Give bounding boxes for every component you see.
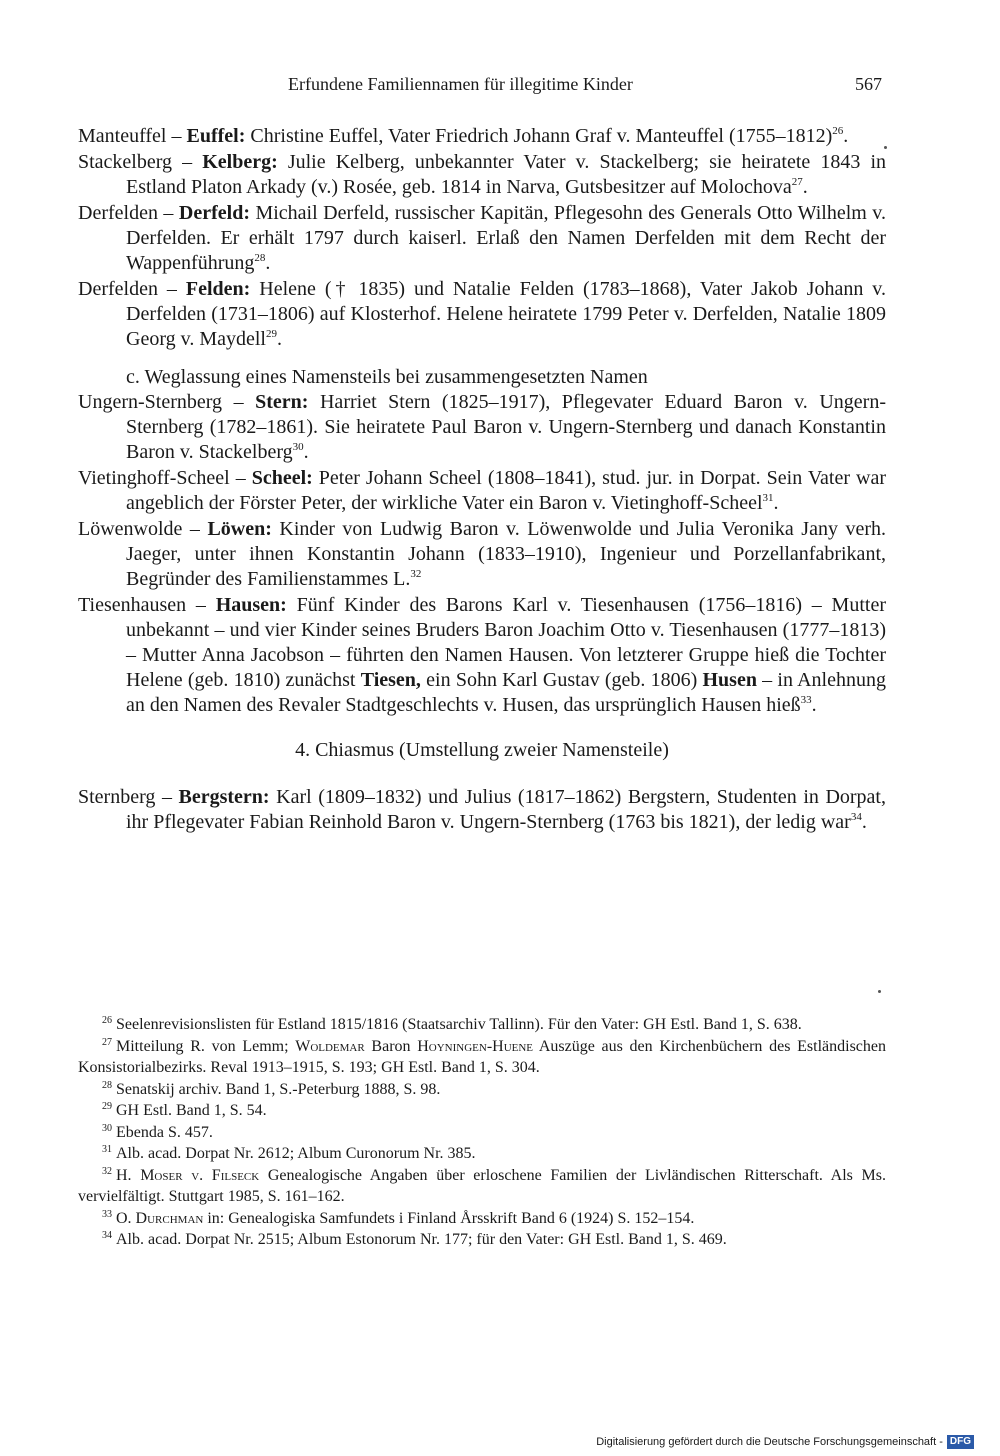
entry-tail: . [843, 125, 849, 147]
footnote-number: 30 [102, 1122, 112, 1134]
footnote-text: GH Estl. Band 1, S. 54. [116, 1102, 267, 1119]
entry-text: Kinder von Ludwig Baron v. Löwenwolde und Julia Veronika Jany verh. Jaeger, unter ihnen Konstantin Johann (1833–1910), Ingenieur und Porzellanfabrikant, Begründer des Familienstammes L. [126, 518, 886, 590]
derived-name: Stern: [255, 391, 309, 413]
page-header [0, 74, 1000, 98]
entry-text: Julie Kelberg, unbekannter Vater v. Stackelberg; sie heiratete 1843 in Estland Platon Arkady (v.) Rosée, geb. 1814 in Narva, Gutsbesitzer auf Molochova [126, 151, 887, 198]
name-entry [78, 466, 886, 516]
entry-text: Harriet Stern (1825–1917), Pflegevater Eduard Baron v. Ungern-Sternberg (1782–1861). Sie heiratete Paul Baron v. Ungern-Sternberg und danach Konstantin Baron v. Stackelberg [126, 391, 886, 463]
section-heading-chiasmus: 4. Chiasmus (Umstellung zweier Namensteile) [295, 739, 669, 761]
original-name: Manteuffel – [78, 125, 187, 147]
footnote-text: Genealogische Angaben über erloschene Familien der Livländischen Ritterschaft. Als Ms. vervielfältigt. Stuttgart 1985, S. 161–162. [78, 1166, 886, 1205]
entry-text: – in Anlehnung an den Namen des Revaler Stadtgeschlechts v. Husen, das ursprünglich Hausen hieß [126, 669, 886, 716]
footnote-ref: 34 [850, 811, 862, 823]
footnote-number: 27 [102, 1036, 112, 1048]
author-name: Hoyningen-Huene [417, 1037, 534, 1055]
footnote [78, 1165, 886, 1208]
author-name: O. Durchman [116, 1209, 204, 1227]
original-name: Derfelden – [78, 202, 179, 224]
author-name: H. Moser v. Filseck [116, 1166, 260, 1184]
entry-text: Christine Euffel, Vater Friedrich Johann Graf v. Manteuffel (1755–1812) [245, 125, 833, 147]
original-name: Löwenwolde – [78, 518, 208, 540]
original-name: Sternberg – [78, 786, 179, 808]
entry-tail: . [861, 811, 867, 833]
scan-speck [884, 146, 887, 149]
name-entry [78, 150, 886, 200]
running-title: Erfundene Familiennamen für illegitime Kinder [288, 74, 633, 94]
footnote-number: 31 [102, 1144, 112, 1155]
footnote-text: Ebenda S. 457. [116, 1123, 213, 1141]
scan-speck [878, 990, 881, 993]
footnote-number: 28 [102, 1079, 112, 1091]
footnote [78, 1143, 886, 1165]
entry-tail: . [773, 492, 779, 514]
footnote-text: in: Genealogiska Samfundets i Finland Årsskrift Band 6 (1924) S. 152–154. [203, 1209, 695, 1227]
footnote-text: Seelenrevisionslisten für Estland 1815/1816 (Staatsarchiv Tallinn). Für den Vater: GH Estl. Band 1, S. 638. [116, 1016, 802, 1033]
entry-tail: . [303, 441, 309, 463]
derived-name: Euffel: [186, 125, 246, 147]
derived-name: Scheel: [251, 467, 313, 489]
name-entry [78, 593, 886, 718]
name-entry [78, 517, 886, 592]
derived-name: Hausen: [215, 594, 287, 616]
footnote [78, 1036, 886, 1079]
derived-name: Derfeld: [178, 202, 250, 224]
footnote-ref: 30 [292, 441, 304, 453]
footnote [78, 1079, 886, 1101]
derived-name: Tiesen, [360, 669, 421, 691]
derived-name: Felden: [185, 278, 251, 300]
section-subheading-c: c. Weglassung eines Namensteils bei zusammengesetzten Namen [126, 366, 648, 388]
original-name: Derfelden – [78, 278, 186, 300]
derived-name: Kelberg: [202, 151, 278, 173]
footnote-ref: 29 [265, 328, 277, 340]
original-name: Ungern-Sternberg – [78, 391, 256, 413]
footnote-text: Auszüge aus den Kirchenbüchern des Estländischen Konsistorialbezirks. Reval 1913–1915, S. 193; GH Estl. Band 1, S. 304. [78, 1037, 886, 1076]
footnote-ref: 33 [800, 694, 812, 706]
name-entry [78, 785, 886, 835]
footnote-text: Alb. acad. Dorpat Nr. 2612; Album Curonorum Nr. 385. [116, 1145, 476, 1162]
footnote [78, 1229, 886, 1251]
footnote [78, 1100, 886, 1122]
footnote [78, 1014, 886, 1036]
footnote-text: Baron [364, 1037, 418, 1055]
page-number: 567 [855, 74, 882, 94]
credit-text: Digitalisierung gefördert durch die Deutsche Forschungsgemeinschaft - [596, 1436, 943, 1448]
entry-text: Peter Johann Scheel (1808–1841), stud. jur. in Dorpat. Sein Vater war angeblich der Förster Peter, der wirkliche Vater ein Baron v. Vietinghoff-Scheel [126, 467, 886, 514]
entry-tail: . [802, 176, 808, 198]
footnote [78, 1122, 886, 1144]
footnote-text: Senatskij archiv. Band 1, S.-Peterburg 1888, S. 98. [116, 1080, 441, 1098]
footnote-number: 26 [102, 1015, 112, 1026]
original-name: Tiesenhausen – [78, 594, 216, 616]
footnote-number: 32 [102, 1165, 112, 1177]
entry-text: Fünf Kinder des Barons Karl v. Tiesenhausen (1756–1816) – Mutter unbekannt – und vier Kinder seines Bruders Baron Joachim Otto v. Tiesenhausen (1777–1813) – Mutter Anna Jacobson – führten den Namen Hausen. Von letzterer Gruppe hieß die Tochter Helene (geb. 1810) zunächst [126, 594, 886, 691]
footnote-ref: 28 [254, 252, 266, 264]
footnote-number: 29 [102, 1101, 112, 1112]
dfg-logo: DFG [947, 1435, 974, 1449]
footnote-number: 33 [102, 1208, 112, 1220]
footnotes [78, 1014, 886, 1251]
footnote-ref: 27 [791, 176, 803, 188]
name-entry [78, 124, 886, 149]
entry-text: Helene († 1835) und Natalie Felden (1783–1868), Vater Jakob Johann v. Derfelden (1731–1806) auf Klosterhof. Helene heiratete 1799 Peter v. Derfelden, Natalie 1809 Georg v. Maydell [126, 278, 886, 350]
entry-text: ein Sohn Karl Gustav (geb. 1806) [420, 669, 703, 691]
name-entry [78, 277, 886, 352]
name-entry [78, 201, 886, 276]
original-name: Vietinghoff-Scheel – [78, 467, 252, 489]
original-name: Stackelberg – [78, 151, 203, 173]
derived-name: Husen [702, 669, 757, 691]
derived-name: Bergstern: [178, 786, 270, 808]
footnote-text: Mitteilung R. von Lemm; [116, 1037, 296, 1055]
footnote-ref: 26 [832, 125, 844, 137]
entry-text: Karl (1809–1832) und Julius (1817–1862) Bergstern, Studenten in Dorpat, ihr Pflegevater Fabian Reinhold Baron v. Ungern-Sternberg (1763 bis 1821), der ledig war [126, 786, 886, 833]
entry-text: Michail Derfeld, russischer Kapitän, Pflegesohn des Generals Otto Wilhelm v. Derfelden. Er erhält 1797 durch kaiserl. Erlaß den Namen Derfelden mit dem Recht der Wappenführung [126, 202, 886, 274]
derived-name: Löwen: [207, 518, 272, 540]
footnote-ref: 31 [762, 492, 774, 504]
entry-tail: . [811, 694, 817, 716]
author-name: Woldemar [295, 1037, 365, 1055]
footnote-text: Alb. acad. Dorpat Nr. 2515; Album Estonorum Nr. 177; für den Vater: GH Estl. Band 1, S. 469. [116, 1231, 727, 1248]
digitization-credit [596, 1434, 974, 1450]
footnote [78, 1208, 886, 1230]
name-entry [78, 390, 886, 465]
main-text [78, 124, 886, 836]
footnote-ref: 32 [410, 568, 422, 580]
entry-tail: . [276, 328, 282, 350]
entry-tail: . [265, 252, 271, 274]
footnote-number: 34 [102, 1230, 112, 1241]
